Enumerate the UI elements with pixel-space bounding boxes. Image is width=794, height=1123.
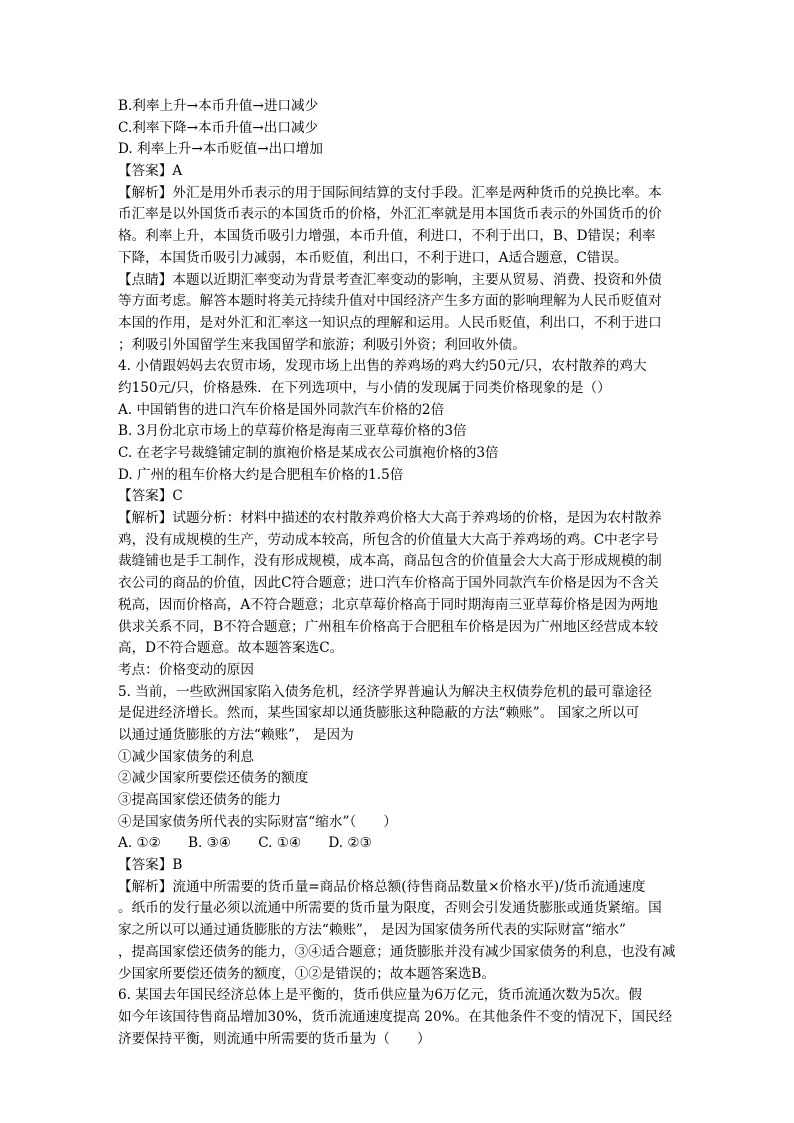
analysis-line: ，提高国家偿还债务的能力，③④适合题意；通货膨胀并没有减少国家债务的利息，也没有减 — [118, 943, 676, 960]
answer-line: 【答案】B — [118, 857, 183, 874]
question-5-stem: 5. 当前，一些欧洲国家陷入债务危机，经济学界普遍认为解决主权债券危机的最可靠途径 — [118, 683, 652, 700]
highlight-line: ；利吸引外国留学生来我国留学和旅游；利吸引外资；利回收外债。 — [118, 336, 526, 353]
option-c-line: C.利率下降→本币升值→出口减少 — [118, 119, 319, 136]
question-5-options: A. ①② B. ③④ C. ①④ D. ②③ — [118, 835, 372, 852]
question-4-option-d: D. 广州的租车价格大约是合肥租车价格的1.5倍 — [118, 466, 404, 483]
question-4-stem: 约150元/只，价格悬殊．在下列选项中，与小倩的发现属于同类价格现象的是（） — [118, 379, 611, 396]
analysis-line: 下降，本国货币吸引力减弱，本币贬值，利出口，不利于进口，A适合题意，C错误。 — [118, 249, 628, 266]
question-5-item: ②减少国家所要偿还债务的额度 — [118, 770, 309, 787]
highlight-line: 【点睛】本题以近期汇率变动为背景考查汇率变动的影响，主要从贸易、消费、投资和外债 — [118, 271, 662, 288]
option-d-line: D. 利率上升→本币贬值→出口增加 — [118, 141, 323, 158]
question-5-item: ①减少国家债务的利息 — [118, 748, 254, 765]
question-5-item: ④是国家债务所代表的实际财富“缩水”（ ） — [118, 813, 397, 830]
analysis-line: 【解析】试题分析：材料中描述的农村散养鸡价格大大高于养鸡场的价格，是因为农村散养 — [118, 510, 662, 527]
analysis-line: 鸡，没有成规模的生产，劳动成本较高，所包含的价值量大大高于养鸡场的鸡。C中老字号 — [118, 531, 659, 548]
question-6-stem: 如今年该国待售商品增加30%，货币流通速度提高 20%。在其他条件不变的情况下，国民经 — [118, 1008, 673, 1025]
analysis-line: 少国家所要偿还债务的额度，①②是错误的；故本题答案选B。 — [118, 965, 496, 982]
analysis-line: 【解析】流通中所需要的货币量=商品价格总额(待售商品数量×价格水平)/货币流通速度 — [118, 878, 646, 895]
answer-line: 【答案】C — [118, 488, 183, 505]
question-6-stem: 6. 某国去年国民经济总体上是平衡的，货币供应量为6万亿元，货币流通次数为5次。假 — [118, 987, 642, 1004]
question-4-option-a: A. 中国销售的进口汽车价格是国外同款汽车价格的2倍 — [118, 401, 445, 418]
analysis-line: 【解析】外汇是用外币表示的用于国际间结算的支付手段。汇率是两种货币的兑换比率。本 — [118, 184, 662, 201]
analysis-line: 裁缝铺也是手工制作，没有形成规模，成本高，商品包含的价值量会大大高于形成规模的制 — [118, 553, 662, 570]
question-4-option-c: C. 在老字号裁缝铺定制的旗袍价格是某成衣公司旗袍价格的3倍 — [118, 445, 499, 461]
analysis-line: 。纸币的发行量必须以流通中所需要的货币量为限度，否则会引发通货膨胀或通货紧缩。国 — [118, 900, 662, 917]
answer-line: 【答案】A — [118, 163, 183, 180]
question-6-stem: 济要保持平衡，则流通中所需要的货币量为（ ） — [118, 1030, 431, 1047]
analysis-line: 家之所以可以通过通货膨胀的方法“赖账”， 是因为国家债务所代表的实际财富“缩水” — [118, 922, 626, 939]
analysis-line: 币汇率是以外国货币表示的本国货币的价格，外汇汇率就是用本国货币表示的外国货币的价 — [118, 206, 662, 223]
document-page — [118, 96, 683, 1050]
question-5-stem: 是促进经济增长。然而，某些国家却以通货膨胀这种隐蔽的方法“赖账”。 国家之所以可 — [118, 705, 640, 722]
analysis-line: 税高，因而价格高，A不符合题意；北京草莓价格高于同时期海南三亚草莓价格是因为两地 — [118, 596, 658, 613]
analysis-line: 衣公司的商品的价值，因此C符合题意；进口汽车价格高于国外同款汽车价格是因为不含关 — [118, 575, 659, 592]
analysis-line: 高，D不符合题意。故本题答案选C。 — [118, 640, 344, 657]
question-4-option-b: B. 3月份北京市场上的草莓价格是海南三亚草莓价格的3倍 — [118, 423, 467, 440]
question-5-stem: 以通过通货膨胀的方法“赖账”， 是因为 — [118, 726, 354, 743]
option-b-line: B.利率上升→本币升值→进口减少 — [118, 98, 319, 114]
question-4-stem: 4. 小倩跟妈妈去农贸市场，发现市场上出售的养鸡场的鸡大约50元/只，农村散养的鸡大 — [118, 358, 647, 375]
question-5-item: ③提高国家偿还债务的能力 — [118, 792, 282, 808]
highlight-line: 本国的作用，是对外汇和汇率这一知识点的理解和运用。人民币贬值，利出口，不利于进口 — [118, 314, 662, 331]
test-point-line: 考点：价格变动的原因 — [118, 661, 254, 678]
analysis-line: 格。利率上升，本国货币吸引力增强，本币升值，利进口，不利于出口，B、D错误；利率 — [118, 228, 656, 245]
highlight-line: 等方面考虑。解答本题时将美元持续升值对中国经济产生多方面的影响理解为人民币贬值对 — [118, 293, 662, 310]
analysis-line: 供求关系不同，B不符合题意；广州租车价格高于合肥租车价格是因为广州地区经营成本较 — [118, 618, 659, 635]
